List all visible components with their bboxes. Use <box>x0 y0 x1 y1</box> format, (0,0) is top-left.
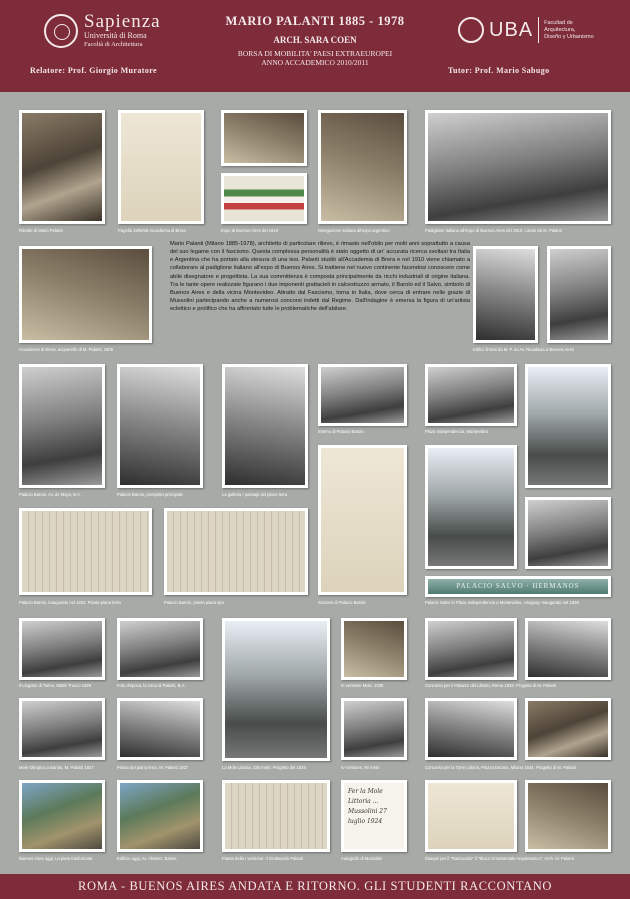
photo-salvo-tower <box>525 364 611 488</box>
photo-mole-third <box>341 618 407 680</box>
photo-rivadavia-2 <box>547 246 611 343</box>
caption: Edificio oggi, Av. Alvarez, Baires <box>117 856 177 861</box>
poster-author: ARCH. SARA COEN <box>273 35 357 45</box>
uba-fac-1: Facultad de <box>544 19 573 26</box>
photo-brera-watercolor <box>19 246 152 343</box>
photo-rivadavia-1 <box>473 246 538 343</box>
caption: Disegni per il "Rascacielo" il "Bloco Ornamentale Arquitetonico", Arch. M. Palanti <box>425 856 574 861</box>
photo-barolo-section <box>318 445 407 595</box>
caption: Interno di Palacio Barolo <box>318 429 364 434</box>
photo-rascacielo-drawing <box>425 780 517 852</box>
caption: Edifici firmati da M. P. su Av. Rivadavia a Buenos Aires <box>473 347 575 352</box>
uba-seal-icon <box>458 17 484 43</box>
caption: Palacio Barolo, prospetto principale <box>117 492 183 497</box>
sapienza-name: Sapienza <box>84 11 161 32</box>
photo-mole-littoria <box>222 618 330 761</box>
photo-mussolini-autograph <box>341 780 407 852</box>
caption: Expo di Buenos Aires del 1910 <box>221 228 279 233</box>
photo-aerial-ba <box>117 618 203 680</box>
caption: Palacio Barolo, inaugurato nel 1923. Pianta piano terra <box>19 600 121 605</box>
photo-mole-olimpica <box>19 698 105 760</box>
sapienza-university: Università di Roma <box>84 31 147 40</box>
caption: Palacio Salvo in Plaza Independencia a Montevideo, Uruguay. Inaugurato nel 1928 <box>425 600 579 605</box>
poster-subtitle-2: ANNO ACCADEMICO 2010/2011 <box>261 57 369 67</box>
photo-buenos-aires-today <box>19 780 105 852</box>
poster-header <box>0 0 630 92</box>
photo-barolo-avenue <box>19 364 105 488</box>
poster-title: MARIO PALANTI 1885 - 1978 <box>225 14 405 28</box>
photo-salvo-detail <box>525 497 611 569</box>
relatore: Relatore: Prof. Giorgio Muratore <box>30 66 157 75</box>
sapienza-faculty: Facoltà di Architettura <box>84 41 143 48</box>
body-text: Mario Palanti (Milano 1885-1978), architetto di particolare rilievo, è rimasto nell'oblio per molti anni soprattutto a causa del suo legame con il fascismo. Questa complessa personalità è stato oggetto di un' accurata ricerca svoltasi tra Italia e Argentina che ha portato alla stesura di una tesi. Palanti studiò all'Accademia di Brera e nel 1910 viene chiamato a collaborare al padiglione italiano all'expo di Buenos Aires. Si trattiene nel nuovo continente facendosi conoscere come abile disegnatore e progettista. La sua committenza è composta principalmente da ricchi industriali di origine italiana. Tra le tante opere realizzate figurano i due imponenti grattacieli in calcestruzzo armato, il Barolo ed il Salvo, simbolo di Buenos Aires e della vicina Montevideo. Attratto dal Fascismo, torna in Italia, dove cerca di entrare nelle grazie di Mussolini partecipando anche a numerosi concorsi indetti dal Regime. Dall'indagine è emersa la figura di un'artista eclettico e prolifico che ha affrontato tutte le problematiche dell'abitare. <box>170 241 470 313</box>
photo-expo-flag <box>221 173 307 224</box>
photo-barolo-ground-plan <box>19 508 152 595</box>
photo-torre-littoria-1 <box>425 698 517 760</box>
autograph-text: Fer la Mole Littoria ... Mussolini 27 luglio 1924 <box>344 783 404 849</box>
photo-pavilion <box>425 110 611 224</box>
photo-lingotto <box>19 618 105 680</box>
photo-expo-poster <box>221 110 307 166</box>
photo-salvo-plaque <box>425 576 611 597</box>
caption: Sezione di Palacio Barolo <box>318 600 366 605</box>
caption: Concorso per la Torre Littoria, Piazza Duomo, Milano 1934. Progetto di M. Palanti <box>425 765 576 770</box>
photo-first-version-plan <box>222 780 330 852</box>
photo-salvo-top <box>425 445 517 569</box>
caption: III versione Mole, 1930 <box>341 683 384 688</box>
plaque-text: PALACIO SALVO · HERMANOS <box>428 579 608 594</box>
caption: Plaza Independencia, Montevideo <box>425 429 489 434</box>
photo-mole-fourth <box>341 698 407 760</box>
caption: Buenos Aires oggi, La pieta trasformata <box>19 856 93 861</box>
caption: Padiglione italiano all'Expo di Buenos Aires del 1910, curato da M. Palanti <box>425 228 562 233</box>
caption: Accademia di Brera, acquerello di M. Palanti, 1906 <box>19 347 114 352</box>
sapienza-seal-icon <box>44 14 78 48</box>
photo-plaza-independencia <box>425 364 517 426</box>
uba-logo <box>458 17 594 43</box>
photo-littorio-contest <box>425 618 517 680</box>
caption: Mole Olimpica a Barolo, M. Palanti 1927 <box>19 765 94 770</box>
caption: La galleria / passaje del piano terra <box>222 492 288 497</box>
caption: Pianta del piano terra, M. Palanti 1927 <box>117 765 189 770</box>
caption: La Mole Littoria, 336 metri. Progetto del 1925 <box>222 765 306 770</box>
photo-ground-floor-plan <box>117 698 203 760</box>
caption: Autografo di Mussolini <box>341 856 383 861</box>
uba-fac-2: Arquitectura, <box>544 26 576 33</box>
uba-name: UBA <box>489 18 534 41</box>
photo-report-card <box>118 110 204 224</box>
sapienza-logo <box>44 12 161 49</box>
caption: IV versione, 90 metri <box>341 765 380 770</box>
photo-edificio-today <box>117 780 203 852</box>
photo-barolo-interior <box>318 364 407 426</box>
tutor: Tutor: Prof. Mario Sabugo <box>448 66 550 75</box>
caption: Il Lingotto di Torino, Mattè Trucco 1926 <box>19 683 92 688</box>
poster-subtitle-1: BORSA DI MOBILITA' PAESI EXTRAEUROPEI <box>237 49 393 58</box>
caption: Palacio Barolo, pianta piano tipo <box>164 600 225 605</box>
caption: Concorso per il Palazzo del Littorio, Roma 1933. Progetto di M. Palanti <box>425 683 557 688</box>
photo-portrait <box>19 110 105 224</box>
caption: Ritratto di Mario Palanti <box>19 228 63 233</box>
photo-delegation <box>318 110 407 224</box>
photo-torre-littoria-2 <box>525 698 611 760</box>
photo-barolo-typical-plan <box>164 508 308 595</box>
photo-rascacielo-model <box>525 780 611 852</box>
caption: Palacio Barolo, Av. de Mayo, B.A. <box>19 492 82 497</box>
caption: Pianta della I versione: Il Grattacielo Palanti <box>222 856 304 861</box>
caption: Pagella 1905/06 Accademia di Brera <box>118 228 186 233</box>
caption: Delegazione italiana all'expo argentino <box>318 228 390 233</box>
photo-littorio-tower <box>525 618 611 680</box>
photo-barolo-facade <box>117 364 203 488</box>
uba-fac-3: Diseño y Urbanismo <box>544 33 594 40</box>
caption: Foto d'epoca, la zona di Palanti, B.A. <box>117 683 186 688</box>
photo-gallery <box>222 364 308 488</box>
poster-footer: ROMA - BUENOS AIRES ANDATA E RITORNO. GLI STUDENTI RACCONTANO <box>0 874 630 899</box>
